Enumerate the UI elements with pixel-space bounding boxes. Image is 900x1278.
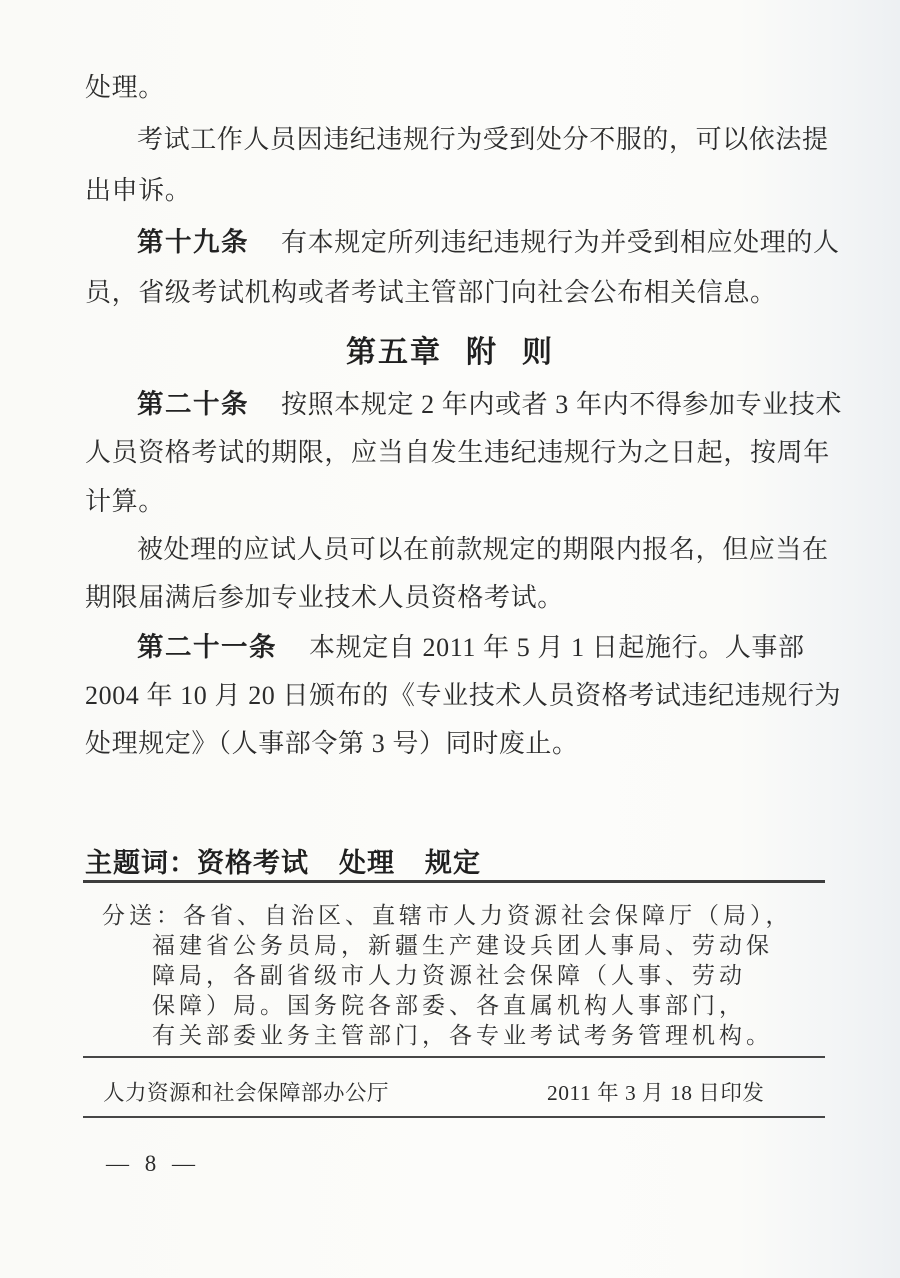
- paragraph-line: 第二十一条 本规定自 2011 年 5 月 1 日起施行。人事部: [137, 632, 805, 662]
- distribution-line: 分送：各省、自治区、直辖市人力资源社会保障厅（局），: [102, 903, 793, 928]
- distribution-label: 分送：: [102, 903, 183, 928]
- separator-rule-thin: [83, 1056, 825, 1058]
- article-number: 第二十条: [137, 389, 249, 419]
- chapter-number: 第五章: [346, 336, 442, 369]
- distribution-block: [102, 901, 793, 1051]
- issue-date: 2011 年 3 月 18 日印发: [547, 1081, 765, 1105]
- paragraph-line: 出申诉。: [85, 176, 192, 205]
- distribution-line: 障局，各副省级市人力资源社会保障（人事、劳动: [152, 963, 746, 988]
- chapter-title-part: 附: [466, 336, 498, 369]
- paragraph-line: 2004 年 10 月 20 日颁布的《专业技术人员资格考试违纪违规行为: [85, 681, 842, 710]
- distribution-line: 保障）局。国务院各部委、各直属机构人事部门，: [152, 993, 746, 1018]
- paragraph-line: 第十九条 有本规定所列违纪违规行为并受到相应处理的人: [137, 227, 840, 257]
- keyword-term: 资格考试: [197, 848, 309, 878]
- separator-rule-thin: [83, 1116, 825, 1118]
- paragraph-line: 期限届满后参加专业技术人员资格考试。: [85, 583, 564, 612]
- paragraph-line: 处理规定》（人事部令第 3 号）同时废止。: [85, 729, 579, 758]
- paragraph-line: 人员资格考试的期限，应当自发生违纪违规行为之日起，按周年: [85, 438, 830, 467]
- page-number: — 8 —: [106, 1151, 200, 1176]
- paragraph-line: 处理。: [85, 73, 165, 102]
- keywords-label: 主题词：: [85, 848, 197, 878]
- keywords-row: [85, 841, 481, 880]
- chapter-heading: [0, 327, 900, 371]
- issuing-office: 人力资源和社会保障部办公厅: [103, 1081, 390, 1105]
- keyword-term: 规定: [425, 848, 481, 878]
- keyword-term: 处理: [339, 848, 395, 878]
- chapter-title-part: 则: [522, 336, 554, 369]
- paragraph-line: 被处理的应试人员可以在前款规定的期限内报名，但应当在: [137, 535, 829, 564]
- article-number: 第二十一条: [137, 632, 277, 662]
- paragraph-line: 计算。: [85, 487, 165, 516]
- paragraph-line: 考试工作人员因违纪违规行为受到处分不服的，可以依法提: [137, 125, 829, 154]
- paragraph-line: 第二十条 按照本规定 2 年内或者 3 年内不得参加专业技术: [137, 389, 843, 419]
- separator-rule-thick: [83, 880, 825, 883]
- distribution-line: 有关部委业务主管部门，各专业考试考务管理机构。: [152, 1023, 773, 1048]
- article-number: 第十九条: [137, 227, 249, 257]
- distribution-line: 福建省公务员局，新疆生产建设兵团人事局、劳动保: [152, 933, 773, 958]
- paragraph-line: 员，省级考试机构或者考试主管部门向社会公布相关信息。: [85, 278, 777, 307]
